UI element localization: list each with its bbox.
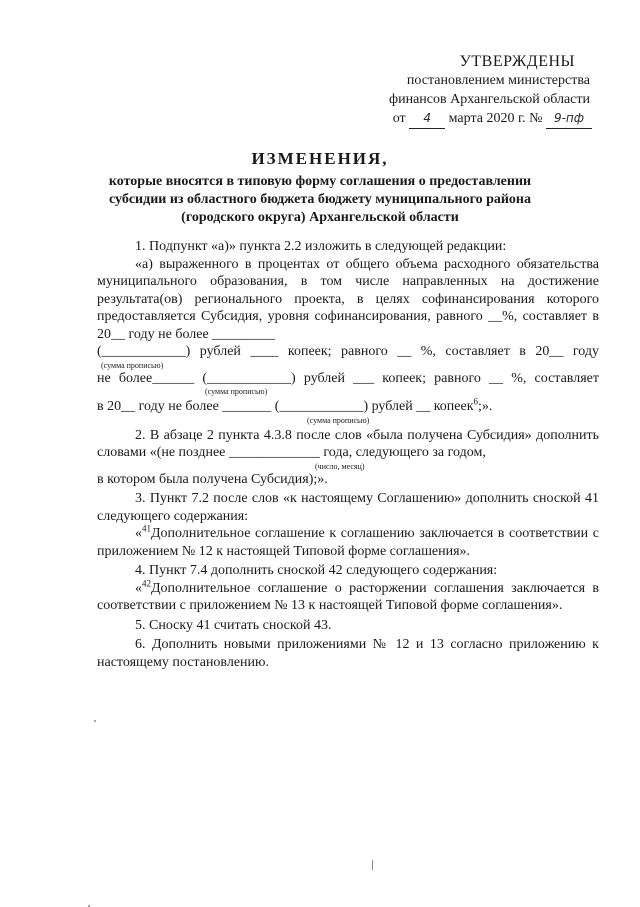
item-1-line-4-end: ;». — [478, 399, 493, 414]
item-1-text: «а) выраженного в процентах от общего объема расходного обязательства муниципального образования, в том числе направленных на достижение результата(ов) регионального проекта, в целях софинансирования которого предоставляется Субсидия, уровня софинансирования, равного __%, составляет в 20__ году не более _________ — [97, 256, 599, 342]
handwritten-day: 4 — [409, 109, 445, 129]
heading-title: ИЗМЕНЕНИЯ, — [251, 149, 389, 168]
item-3-text: 3. Пункт 7.2 после слов «к настоящему Соглашению» дополнить сноской 41 следующего содержания: — [97, 491, 599, 524]
item-2-text: 2. В абзаце 2 пункта 4.3.8 после слов «была получена Субсидия» дополнить словами «(не позднее _____________ года, следующего за годом, — [97, 427, 599, 460]
footnote-ref-42: 42 — [142, 577, 151, 588]
item-4-quote-open: « — [135, 580, 142, 596]
heading-subtitle: которые вносятся в типовую форму соглашения о предоставлении субсидии из областного бюджета бюджету муниципального района (городского округа) Архангельской области — [108, 174, 532, 225]
item-3-quote-open: « — [135, 526, 142, 541]
caption-sum-3: (сумма прописью) — [307, 415, 370, 425]
item-4-quote — [97, 577, 599, 615]
item-6-text: 6. Дополнить новыми приложениями № 12 и 13 согласно приложению к настоящему постановлению. — [97, 637, 599, 670]
scan-speck — [372, 860, 373, 870]
caption-sum-2: (сумма прописью) — [205, 387, 268, 396]
date-middle: марта 2020 г. № — [448, 111, 543, 126]
document-body — [97, 238, 599, 671]
item-5-text: 5. Сноску 41 считать сноской 43. — [135, 617, 332, 633]
caption-sum-1: (сумма прописью) — [101, 360, 164, 370]
item-1-intro: 1. Подпункт «а)» пункта 2.2 изложить в следующей редакции: — [135, 239, 507, 254]
item-3-quote — [97, 525, 599, 560]
approved-title: УТВЕРЖДЕНЫ — [459, 53, 575, 70]
item-1-line-4-text: в 20__ году не более _______ (____________) рублей __ копеек — [97, 399, 474, 414]
item-2-end: в котором была получена Субсидия);». — [97, 471, 328, 487]
item-3-quote-text: Дополнительное соглашение к соглашению заключается в соответствии с приложением № 12 к настоящей Типовой форме соглашения». — [97, 526, 599, 559]
handwritten-number: 9-пф — [546, 109, 592, 129]
footnote-ref-41: 41 — [142, 523, 151, 534]
approval-stamp — [370, 52, 600, 129]
item-1-line-2: (____________) рублей ____ копеек; равного __ %, составляет в 20__ году — [97, 344, 599, 359]
item-1-line-3: не более______ (____________) рублей ___ копеек; равного __ %, составляет — [97, 370, 599, 386]
approved-line-region: финансов Архангельской области — [389, 92, 590, 107]
item-4-quote-text: Дополнительное соглашение о расторжении соглашения заключается в соответствии с приложением № 13 к настоящей Типовой форме соглашения». — [97, 580, 599, 613]
approved-line-ministry: постановлением министерства — [406, 73, 590, 88]
caption-date: (число, месяц) — [315, 461, 365, 471]
date-prefix: от — [392, 111, 406, 126]
item-4-text: 4. Пункт 7.4 дополнить сноской 42 следующего содержания: — [135, 563, 498, 578]
scan-speck — [94, 720, 96, 722]
document-heading — [80, 148, 560, 227]
footnote-ref-6: 6 — [473, 396, 479, 407]
item-1-line-4 — [97, 398, 599, 416]
approved-date-line — [370, 109, 600, 129]
